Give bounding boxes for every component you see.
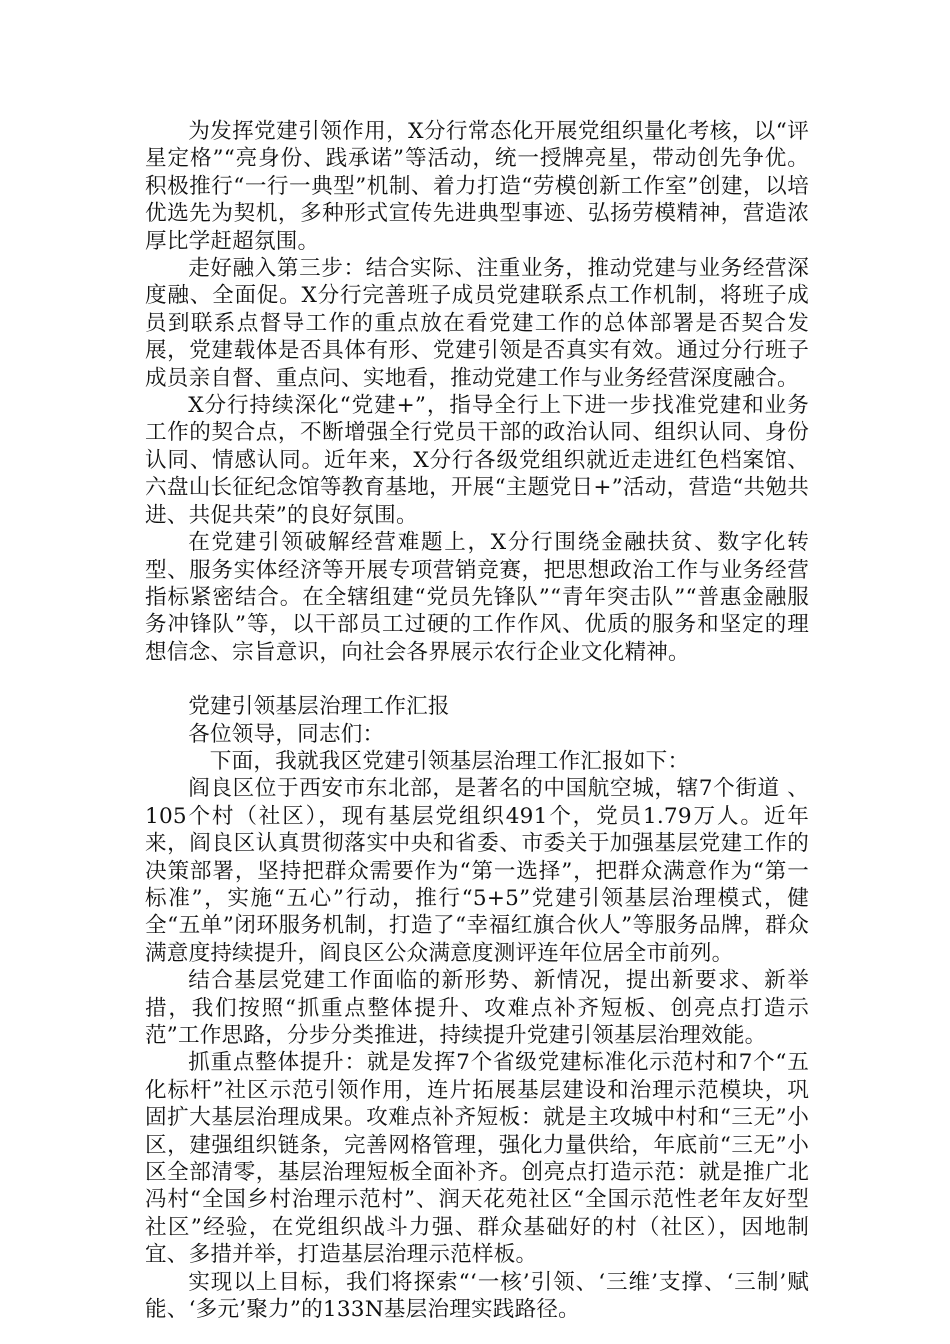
- salutation: 各位领导，同志们：: [188, 721, 385, 747]
- paragraph: 抓重点整体提升：就是发挥7个省级党建标准化示范村和7个“五化标杆”社区示范引领作用，连片拓展基层建设和治理示范模块，巩固扩大基层治理成果。攻难点补齐短板：就是主攻城中村和“三无”小区，建强组织链条，完善网格管理，强化力量供给，年底前“三无”小区全部清零，基层治理短板全面补齐。创亮点打造示范：就是推广北冯村“全国乡村治理示范村”、润天花苑社区“全国示范性老年友好型社区”经验，在党组织战斗力强、群众基础好的村（社区），因地制宜、多措并举，打造基层治理示范样板。: [145, 1050, 809, 1268]
- paragraph: X分行持续深化“党建+”，指导全行上下进一步找准党建和业务工作的契合点，不断增强全行党员干部的政治认同、组织认同、身份认同、情感认同。近年来，X分行各级党组织就近走进红色档案馆、六盘山长征纪念馆等教育基地，开展“主题党日+”活动，营造“共勉共进、共促共荣”的良好氛围。: [145, 393, 809, 528]
- paragraph: 为发挥党建引领作用，X分行常态化开展党组织量化考核，以“评星定格”“亮身份、践承诺”等活动，统一授牌亮星，带动创先争优。积极推行“一行一典型”机制、着力打造“劳模创新工作室”创建，以培优选先为契机，多种形式宣传先进典型事迹、弘扬劳模精神，营造浓厚比学赶超氛围。: [145, 119, 809, 254]
- document-page: [145, 118, 809, 1323]
- paragraph: 阎良区位于西安市东北部，是著名的中国航空城，辖7个街道 、105个村（社区），现有基层党组织491个，党员1.79万人。近年来，阎良区认真贯彻落实中央和省委、市委关于加强基层党建工作的决策部署，坚持把群众需要作为“第一选择”，把群众满意作为“第一标准”，实施“五心”行动，推行“5+5”党建引领基层治理模式，健全“五单”闭环服务机制，打造了“幸福红旗合伙人”等服务品牌，群众满意度持续提升，阎良区公众满意度测评连年位居全市前列。: [145, 776, 809, 966]
- paragraph: 在党建引领破解经营难题上，X分行围绕金融扶贫、数字化转型、服务实体经济等开展专项营销竞赛，把思想政治工作与业务经营指标紧密结合。在全辖组建“党员先锋队”“青年突击队”“普惠金融服务冲锋队”等，以干部员工过硬的工作作风、优质的服务和坚定的理想信念、宗旨意识，向社会各界展示农行企业文化精神。: [145, 530, 809, 665]
- paragraph: 实现以上目标，我们将探索“‘一核’引领、‘三维’支撑、‘三制’赋能、‘多元’聚力”的133N基层治理实践路径。: [145, 1269, 809, 1323]
- section-spacer: [145, 666, 809, 693]
- intro-line: 下面，我就我区党建引领基层治理工作汇报如下：: [209, 748, 690, 774]
- paragraph: 结合基层党建工作面临的新形势、新情况，提出新要求、新举措，我们按照“抓重点整体提升、攻难点补齐短板、创亮点打造示范”工作思路，分步分类推进，持续提升党建引领基层治理效能。: [145, 968, 809, 1048]
- paragraph: 走好融入第三步：结合实际、注重业务，推动党建与业务经营深度融、全面促。X分行完善班子成员党建联系点工作机制，将班子成员到联系点督导工作的重点放在看党建工作的总体部署是否契合发展，党建载体是否具体有形、党建引领是否真实有效。通过分行班子成员亲自督、重点问、实地看，推动党建工作与业务经营深度融合。: [145, 256, 809, 391]
- report-title: 党建引领基层治理工作汇报: [188, 694, 450, 720]
